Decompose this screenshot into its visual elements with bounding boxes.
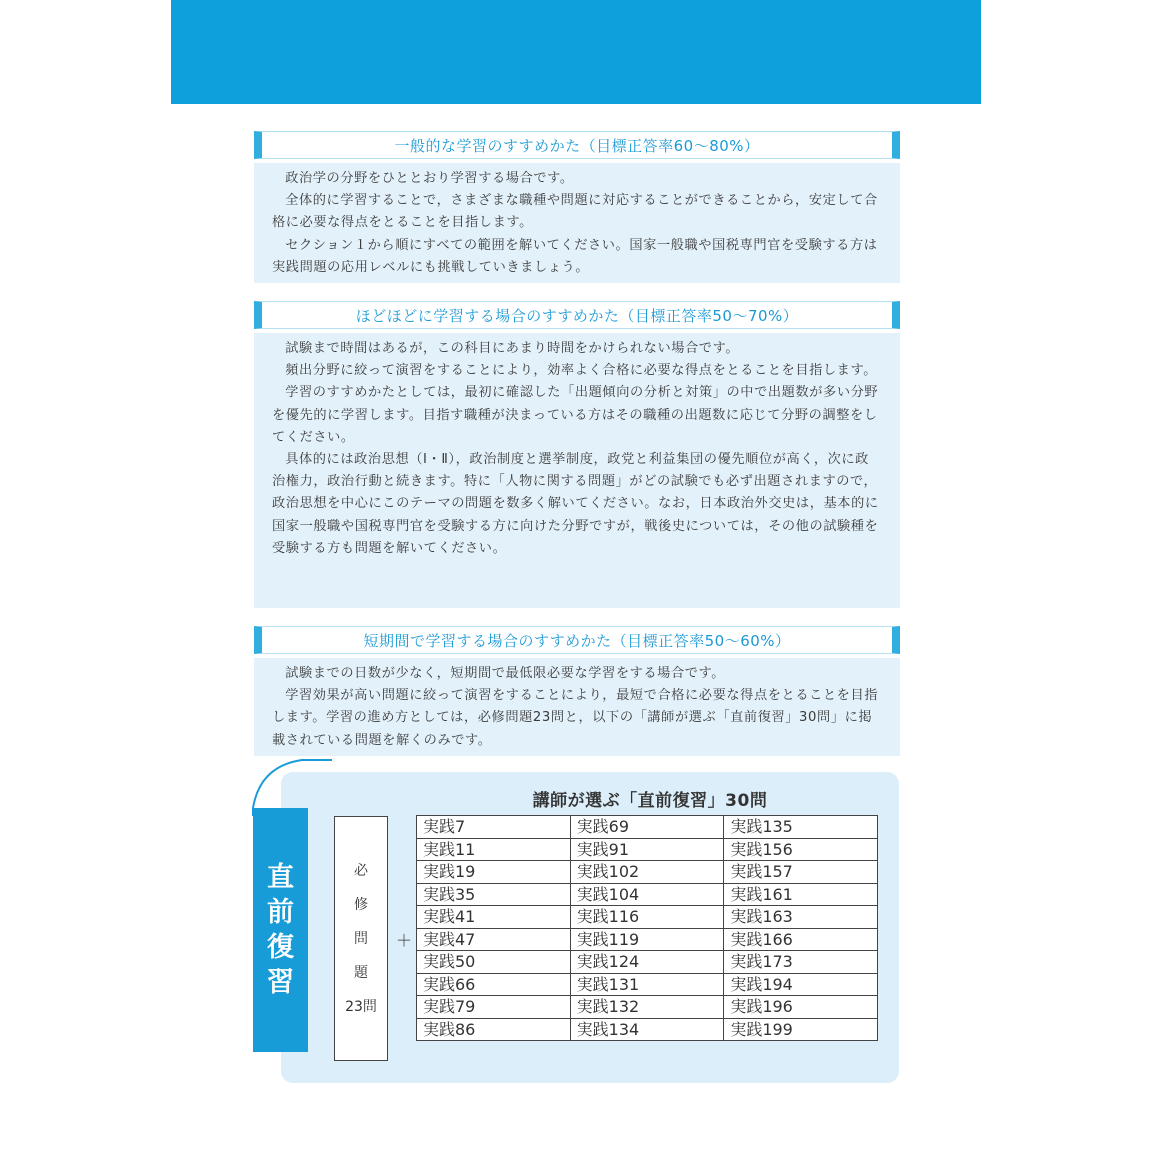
table-cell: 実践134	[570, 1018, 724, 1041]
review-tab-char: 習	[267, 967, 294, 998]
paragraph: 頻出分野に絞って演習をすることにより，効率よく合格に必要な得点をとることを目指します。	[285, 363, 877, 379]
review-tab-curve	[252, 756, 332, 816]
header-band	[171, 0, 981, 104]
table-cell: 実践19	[417, 861, 571, 884]
table-row	[417, 928, 878, 951]
paragraph: 試験まで時間はあるが，この科目にあまり時間をかけられない場合です。	[285, 341, 740, 356]
table-cell: 実践199	[724, 1018, 878, 1041]
table-cell: 実践166	[724, 928, 878, 951]
table-cell: 実践163	[724, 906, 878, 929]
table-cell: 実践161	[724, 883, 878, 906]
section-title: 短期間で学習する場合のすすめかた（目標正答率50～60%）	[363, 631, 791, 650]
review-tab-char: 前	[267, 897, 294, 928]
required-char: 問	[354, 930, 368, 947]
paragraph: 政治学の分野をひととおり学習する場合です。	[285, 171, 574, 186]
required-char: 修	[354, 896, 368, 913]
section-heading-general	[254, 131, 900, 159]
table-cell: 実践119	[570, 928, 724, 951]
table-row	[417, 996, 878, 1019]
paragraph: 具体的には政治思想（Ⅰ・Ⅱ），政治制度と選挙制度，政党と利益集団の優先順位が高く，次に政治権力，政治行動と続きます。特に「人物に関する問題」がどの試験でも必ず出題されますので，政治思想を中心にこのテーマの問題を数多く解いてください。なお，日本政治外交史は，基本的に国家一般職や国税専門官を受験する方に向けた分野ですが，戦後史については，その他の試験種を受験する方も問題を解いてください。	[272, 452, 879, 556]
table-cell: 実践66	[417, 973, 571, 996]
table-cell: 実践69	[570, 816, 724, 839]
section-body-general	[254, 163, 900, 283]
section-heading-moderate	[254, 301, 900, 329]
table-row	[417, 816, 878, 839]
review-tab	[253, 808, 308, 1052]
table-row	[417, 951, 878, 974]
table-row	[417, 838, 878, 861]
table-cell: 実践11	[417, 838, 571, 861]
paragraph: 学習のすすめかたとしては，最初に確認した「出題傾向の分析と対策」の中で出題数が多い分野を優先的に学習します。目指す職種が決まっている方はその職種の出題数に応じて分野の調整をしてください。	[272, 385, 879, 445]
table-row	[417, 973, 878, 996]
table-row	[417, 861, 878, 884]
plus-sign: ＋	[396, 931, 413, 950]
table-cell: 実践104	[570, 883, 724, 906]
section-body-short	[254, 658, 900, 756]
section-title: ほどほどに学習する場合のすすめかた（目標正答率50～70%）	[355, 306, 799, 325]
table-cell: 実践135	[724, 816, 878, 839]
section-body-moderate	[254, 333, 900, 608]
table-cell: 実践7	[417, 816, 571, 839]
review-tab-char: 直	[267, 862, 294, 893]
table-cell: 実践41	[417, 906, 571, 929]
paragraph: セクション１から順にすべての範囲を解いてください。国家一般職や国税専門官を受験する方は実践問題の応用レベルにも挑戦していきましょう。	[272, 237, 878, 275]
paragraph: 学習効果が高い問題に絞って演習をすることにより，最短で合格に必要な得点をとることを目指します。学習の進め方としては，必修問題23問と，以下の「講師が選ぶ「直前復習」30問」に掲載されている問題を解くのみです。	[272, 688, 879, 748]
table-cell: 実践131	[570, 973, 724, 996]
table-cell: 実践124	[570, 951, 724, 974]
table-cell: 実践132	[570, 996, 724, 1019]
table-cell: 実践116	[570, 906, 724, 929]
table-row	[417, 883, 878, 906]
table-cell: 実践50	[417, 951, 571, 974]
table-cell: 実践79	[417, 996, 571, 1019]
section-heading-short	[254, 626, 900, 654]
review-title: 講師が選ぶ「直前復習」30問	[532, 791, 768, 811]
table-cell: 実践157	[724, 861, 878, 884]
paragraph: 全体的に学習することで，さまざまな職種や問題に対応することができることから，安定して合格に必要な得点をとることを目指します。	[272, 193, 878, 231]
table-row	[417, 906, 878, 929]
review-tab-char: 復	[267, 932, 294, 963]
table-cell: 実践35	[417, 883, 571, 906]
table-cell: 実践173	[724, 951, 878, 974]
table-cell: 実践196	[724, 996, 878, 1019]
table-cell: 実践156	[724, 838, 878, 861]
table-row	[417, 1018, 878, 1041]
table-cell: 実践102	[570, 861, 724, 884]
table-cell: 実践91	[570, 838, 724, 861]
required-char: 題	[354, 964, 368, 981]
required-problems-box	[334, 816, 388, 1061]
section-title: 一般的な学習のすすめかた（目標正答率60～80%）	[394, 136, 760, 155]
problem-table	[416, 815, 878, 1041]
required-count: 23問	[345, 998, 377, 1015]
required-char: 必	[354, 862, 368, 879]
table-cell: 実践86	[417, 1018, 571, 1041]
paragraph: 試験までの日数が少なく，短期間で最低限必要な学習をする場合です。	[285, 666, 726, 681]
table-cell: 実践47	[417, 928, 571, 951]
table-cell: 実践194	[724, 973, 878, 996]
